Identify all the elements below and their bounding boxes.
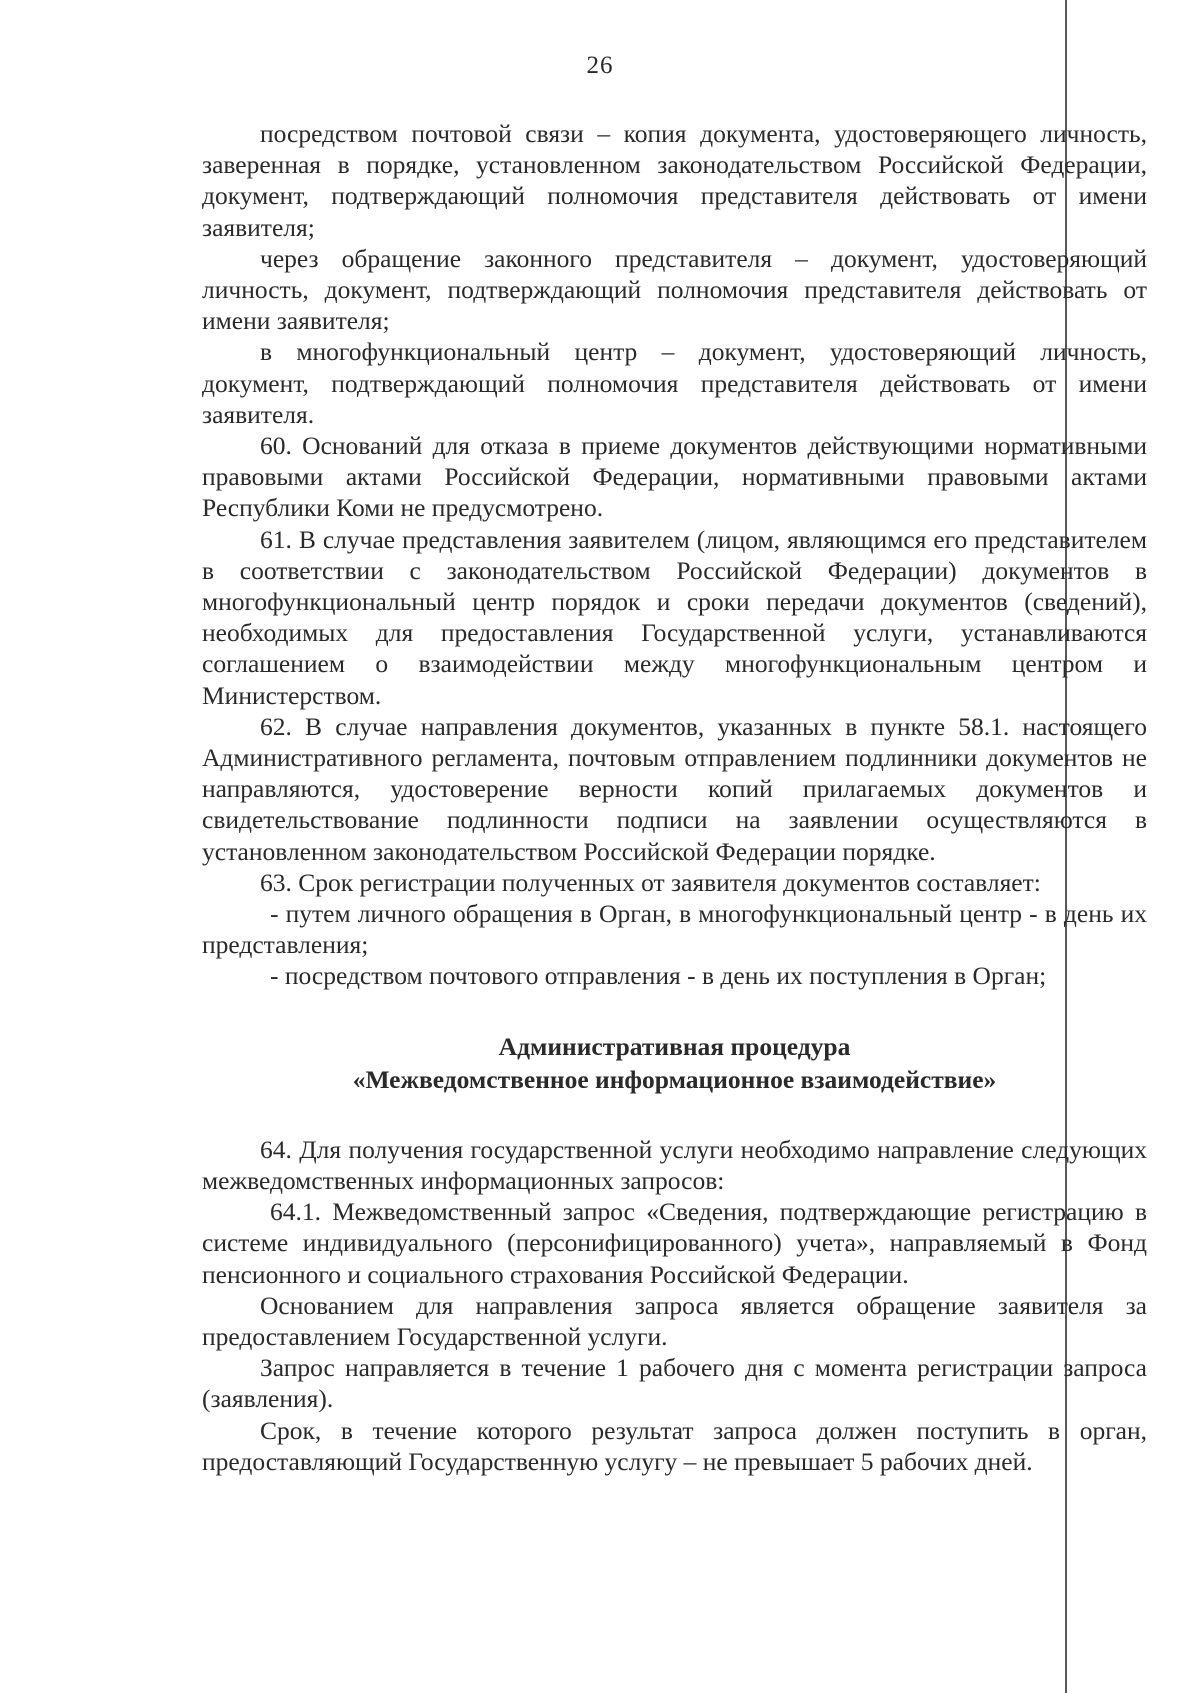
paragraph-64: 64. Для получения государственной услуги необходимо направление следующих межведомственных информационных запросов:: [202, 1134, 1147, 1195]
paragraph-60: 60. Оснований для отказа в приеме документов действующими нормативными правовыми актами Российской Федерации, нормативными правовыми актами Республики Коми не предусмотрено.: [202, 431, 1147, 523]
list-item: - посредством почтового отправления - в день их поступления в Орган;: [270, 961, 1047, 991]
document-body: [202, 118, 1147, 1477]
paragraph: посредством почтовой связи – копия документа, удостоверяющего личность, заверенная в порядке, установленном законодательством Российской Федерации, документ, подтверждающий полномочия представителя действовать от имени заявителя;: [202, 119, 1147, 242]
paragraph-61: 61. В случае представления заявителем (лицом, являющимся его представителем в соответствии с законодательством Российской Федерации) документов в многофункциональный центр порядок и сроки передачи документов (сведений), необходимых для предоставления Государственной услуги, устанавливаются соглашением о взаимодействии между многофункциональным центром и Министерством.: [202, 524, 1147, 710]
section-heading-line2: «Межведомственное информационное взаимодействие»: [352, 1064, 997, 1094]
paragraph-64-1: 64.1. Межведомственный запрос «Сведения, подтверждающие регистрацию в системе индивидуального (персонифицированного) учета», направляемый в Фонд пенсионного и социального страхования Российской Федерации.: [202, 1197, 1147, 1289]
page-number: 26: [586, 52, 614, 79]
section-heading-line1: Административная процедура: [498, 1031, 851, 1061]
paragraph: в многофункциональный центр – документ, удостоверяющий личность, документ, подтверждающий полномочия представителя действовать от имени заявителя.: [202, 337, 1147, 429]
paragraph-63: 63. Срок регистрации полученных от заявителя документов составляет:: [260, 867, 1041, 897]
paragraph: Запрос направляется в течение 1 рабочего дня с момента регистрации запроса (заявления).: [202, 1353, 1147, 1414]
list-item: - путем личного обращения в Орган, в многофункциональный центр - в день их представления;: [202, 899, 1147, 960]
paragraph: через обращение законного представителя – документ, удостоверяющий личность, документ, подтверждающий полномочия представителя действовать от имени заявителя;: [202, 243, 1147, 336]
paragraph: Основанием для направления запроса является обращение заявителя за предоставлением Государственной услуги.: [202, 1290, 1147, 1351]
paragraph-62: 62. В случае направления документов, указанных в пункте 58.1. настоящего Административного регламента, почтовым отправлением подлинники документов не направляются, удостоверение верности копий прилагаемых документов и свидетельствование подлинности подписи на заявлении осуществляются в установленном законодательством Российской Федерации порядке.: [202, 711, 1147, 866]
paragraph: Срок, в течение которого результат запроса должен поступить в орган, предоставляющий Государственную услугу – не превышает 5 рабочих дней.: [202, 1415, 1147, 1476]
section-heading: [202, 1030, 1147, 1096]
